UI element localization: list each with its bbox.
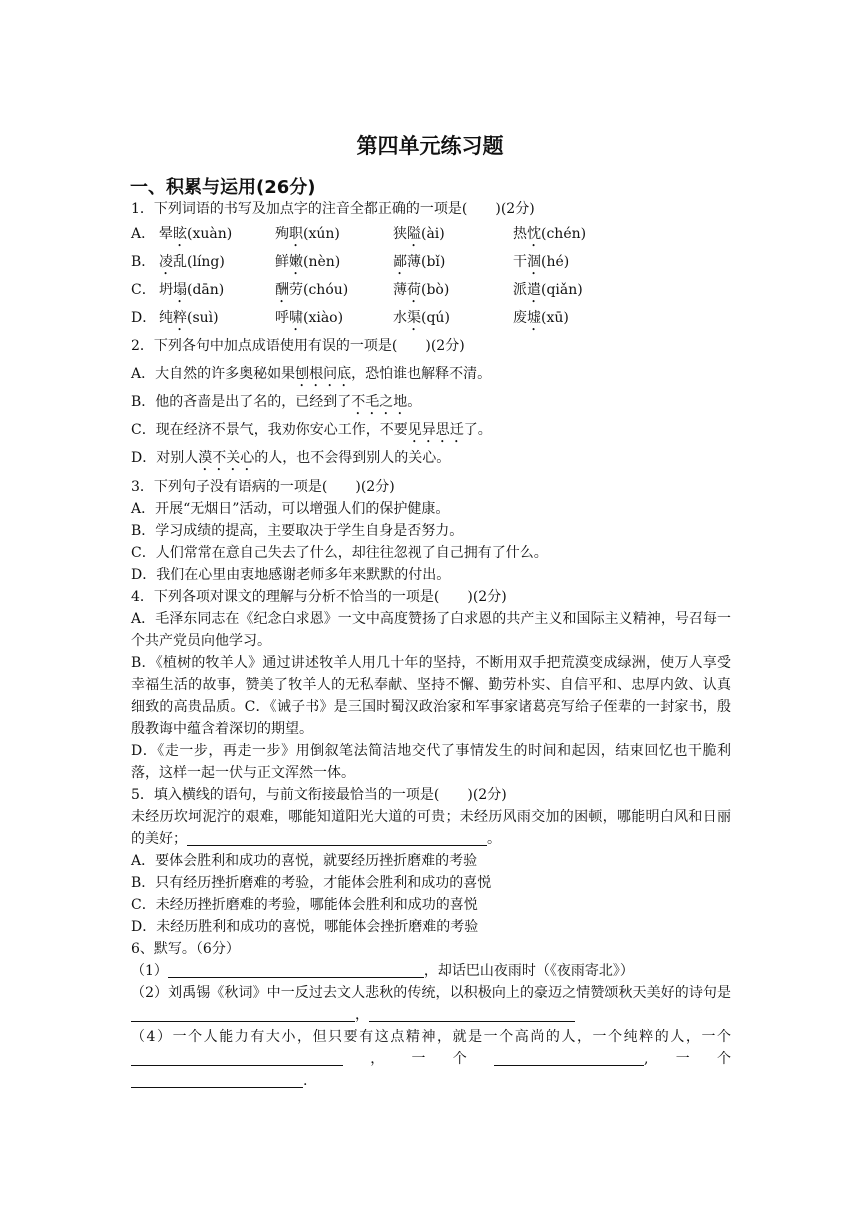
option-word [393, 248, 513, 278]
question-5-option-b: B．只有经历挫折磨难的考验，才能体会胜利和成功的喜悦 [131, 875, 492, 891]
pinyin: (qiǎn) [541, 282, 583, 298]
item-separator: ，一个 [343, 1051, 495, 1067]
pinyin: (qú) [421, 310, 450, 326]
dotted-idiom: 刨根问底 [295, 366, 352, 382]
dotted-idiom: 见异思迁 [407, 422, 464, 438]
dotted-character: 职 [289, 226, 303, 242]
option-word [513, 248, 569, 278]
question-3-stem: 3．下列句子没有语病的一项是( )(2分) [131, 479, 395, 495]
word-part: 鲜 [275, 254, 289, 270]
word-part: 水 [393, 310, 407, 326]
question-6-item-4 [131, 1026, 731, 1092]
word-part: 派 [513, 282, 527, 298]
question-4-stem: 4．下列各项对课文的理解与分析不恰当的一项是( )(2分) [131, 589, 507, 605]
question-1-option-row [131, 248, 731, 276]
dotted-character: 忱 [527, 226, 541, 242]
item-text: （4）一个人能力有大小，但只要有这点精神，就是一个高尚的人，一个纯粹的人，一个 [131, 1029, 731, 1045]
option-label: B． [131, 254, 156, 270]
pinyin: (xiào) [303, 310, 344, 326]
dotted-character: 眩 [173, 226, 187, 242]
option-text: 了。 [463, 422, 492, 438]
option-word [275, 276, 393, 306]
question-3-option-c: C．人们常常在意自己失去了什么，却往往忽视了自己拥有了什么。 [131, 545, 548, 561]
answer-blank[interactable] [131, 1049, 343, 1066]
answer-blank[interactable] [131, 1071, 303, 1088]
option-word [275, 220, 393, 250]
word-part: 殉 [275, 226, 289, 242]
word-part: 呼 [275, 310, 289, 326]
dotted-character: 墟 [527, 310, 541, 326]
word-part: 热 [513, 226, 527, 242]
section-heading: 一、积累与运用(26分) [130, 177, 316, 198]
item-separator: ， [355, 1007, 369, 1023]
question-5-option-c: C．未经历挫折磨难的考验，哪能体会胜利和成功的喜悦 [131, 897, 478, 913]
option-word [393, 220, 513, 250]
word-part: 狭 [393, 226, 407, 242]
answer-blank[interactable] [494, 1049, 644, 1066]
question-4-option-d: D．《走一步，再走一步》用倒叙笔法简洁地交代了事情发生的时间和起因，结束回忆也干脆利落，这样一起一伏与正文浑然一体。 [131, 743, 731, 781]
pinyin: (hé) [541, 254, 570, 270]
question-5-option-a: A．要体会胜利和成功的喜悦，就要经历挫折磨难的考验 [131, 853, 478, 869]
page-title: 第四单元练习题 [356, 134, 504, 158]
option-word [513, 276, 583, 306]
pinyin: (xún) [303, 226, 340, 242]
word-part: 晕 [159, 226, 173, 242]
pinyin: (dān) [187, 282, 225, 298]
option-text: C．现在经济不景气，我劝你安心工作，不要 [131, 422, 408, 438]
answer-blank[interactable] [369, 1005, 575, 1022]
option-word [513, 220, 586, 250]
word-part: 干 [513, 254, 527, 270]
item-end: . [303, 1073, 308, 1089]
dotted-character: 荷 [407, 282, 421, 298]
option-word [159, 304, 275, 334]
question-3-option-b: B．学习成绩的提高，主要取决于学生自身是否努力。 [131, 523, 464, 539]
question-6-stem: 6、默写。（6分） [131, 941, 240, 957]
question-6-item-1 [131, 960, 731, 982]
dotted-character: 涸 [527, 254, 541, 270]
word-part: 坍 [159, 282, 173, 298]
dotted-character: 塌 [173, 282, 187, 298]
question-2-option-d [131, 444, 731, 472]
question-1-stem: 1．下列词语的书写及加点字的注音全都正确的一项是( )(2分) [131, 201, 535, 217]
pinyin: 薄(bǐ) [407, 254, 446, 270]
question-4-option-b-c: B．《植树的牧羊人》通过讲述牧羊人用几十年的坚持，不断用双手把荒漠变成绿洲，使万人享受幸福生活的故事，赞美了牧羊人的无私奉献、坚持不懈、勤劳朴实、自信平和、忠厚内敛、认真细致的高贵品质。C．《诫子书》是三国时蜀汉政治家和军事家诸葛亮写给子侄辈的一封家书，殷殷教诲中蕴含着深切的期望。 [131, 655, 731, 737]
question-5-stem: 5．填入横线的语句，与前文衔接最恰当的一项是( )(2分) [131, 787, 507, 803]
passage-end: 。 [487, 831, 501, 847]
option-label: A． [131, 226, 156, 242]
dotted-idiom: 不毛之地 [351, 394, 408, 410]
pinyin: 乱(líng) [173, 254, 225, 270]
option-word [159, 276, 275, 306]
option-word [513, 304, 569, 334]
option-label: D． [131, 310, 157, 326]
option-text: D．对别人 [131, 450, 199, 466]
question-body [131, 198, 731, 1092]
dotted-character: 啸 [289, 310, 303, 326]
option-word [393, 304, 513, 334]
dotted-character: 渠 [407, 310, 421, 326]
dotted-character: 遣 [527, 282, 541, 298]
pinyin: 劳(chóu) [289, 282, 349, 298]
question-2-option-a [131, 360, 731, 388]
passage-text: 未经历坎坷泥泞的艰难，哪能知道阳光大道的可贵；未经历风雨交加的困顿，哪能明白风和日丽的美好； [131, 809, 731, 847]
option-text: 。 [407, 394, 422, 410]
dotted-character: 鄙 [393, 254, 407, 270]
item-number: （1） [131, 963, 168, 979]
word-part: 薄 [393, 282, 407, 298]
pinyin: (chén) [541, 226, 587, 242]
question-6-item-2 [131, 982, 731, 1026]
word-part: 纯 [159, 310, 173, 326]
dotted-character: 凌 [159, 254, 173, 270]
option-text: 的人，也不会得到别人的关心。 [254, 450, 451, 466]
pinyin: (nèn) [303, 254, 341, 270]
item-text: ，却话巴山夜雨时（《夜雨寄北》） [423, 963, 634, 979]
pinyin: (xuàn) [187, 226, 233, 242]
answer-blank[interactable] [168, 961, 424, 978]
question-1-option-row [131, 276, 731, 304]
question-2-stem: 2．下列各句中加点成语使用有误的一项是( )(2分) [131, 338, 465, 354]
question-2-option-c [131, 416, 731, 444]
option-word [159, 220, 275, 250]
option-text: A．大自然的许多奥秘如果 [131, 366, 296, 382]
option-word [275, 248, 393, 278]
item-separator: ,一个 [644, 1051, 731, 1067]
question-1-option-row [131, 304, 731, 332]
pinyin: (ài) [421, 226, 445, 242]
answer-blank[interactable] [131, 1005, 355, 1022]
question-1-option-row [131, 220, 731, 248]
option-word [275, 304, 393, 334]
answer-blank[interactable] [187, 829, 487, 846]
dotted-character: 隘 [407, 226, 421, 242]
dotted-character: 粹 [173, 310, 187, 326]
item-text: （2）刘禹锡《秋词》中一反过去文人悲秋的传统，以积极向上的豪迈之情赞颂秋天美好的诗句是 [131, 985, 731, 1001]
question-5-passage [131, 806, 731, 850]
option-text: ，恐怕谁也解释不清。 [351, 366, 492, 382]
dotted-idiom: 漠不关心 [198, 450, 255, 466]
pinyin: (suì) [187, 310, 219, 326]
question-2-option-b [131, 388, 731, 416]
question-4-option-a: A．毛泽东同志在《纪念白求恩》一文中高度赞扬了白求恩的共产主义和国际主义精神，号召每一个共产党员向他学习。 [131, 611, 731, 649]
dotted-character: 嫩 [289, 254, 303, 270]
word-part: 废 [513, 310, 527, 326]
pinyin: (bò) [421, 282, 450, 298]
question-5-option-d: D．未经历胜利和成功的喜悦，哪能体会挫折磨难的考验 [131, 919, 479, 935]
option-text: B．他的吝啬是出了名的，已经到了 [131, 394, 352, 410]
option-label: C． [131, 282, 156, 298]
question-3-option-d: D．我们在心里由衷地感谢老师多年来默默的付出。 [131, 567, 451, 583]
dotted-character: 酬 [275, 282, 289, 298]
question-1-options [131, 220, 731, 332]
option-word [393, 276, 513, 306]
pinyin: (xū) [541, 310, 569, 326]
question-3-option-a: A．开展“无烟日”活动，可以增强人们的保护健康。 [131, 501, 450, 517]
option-word [159, 248, 275, 278]
